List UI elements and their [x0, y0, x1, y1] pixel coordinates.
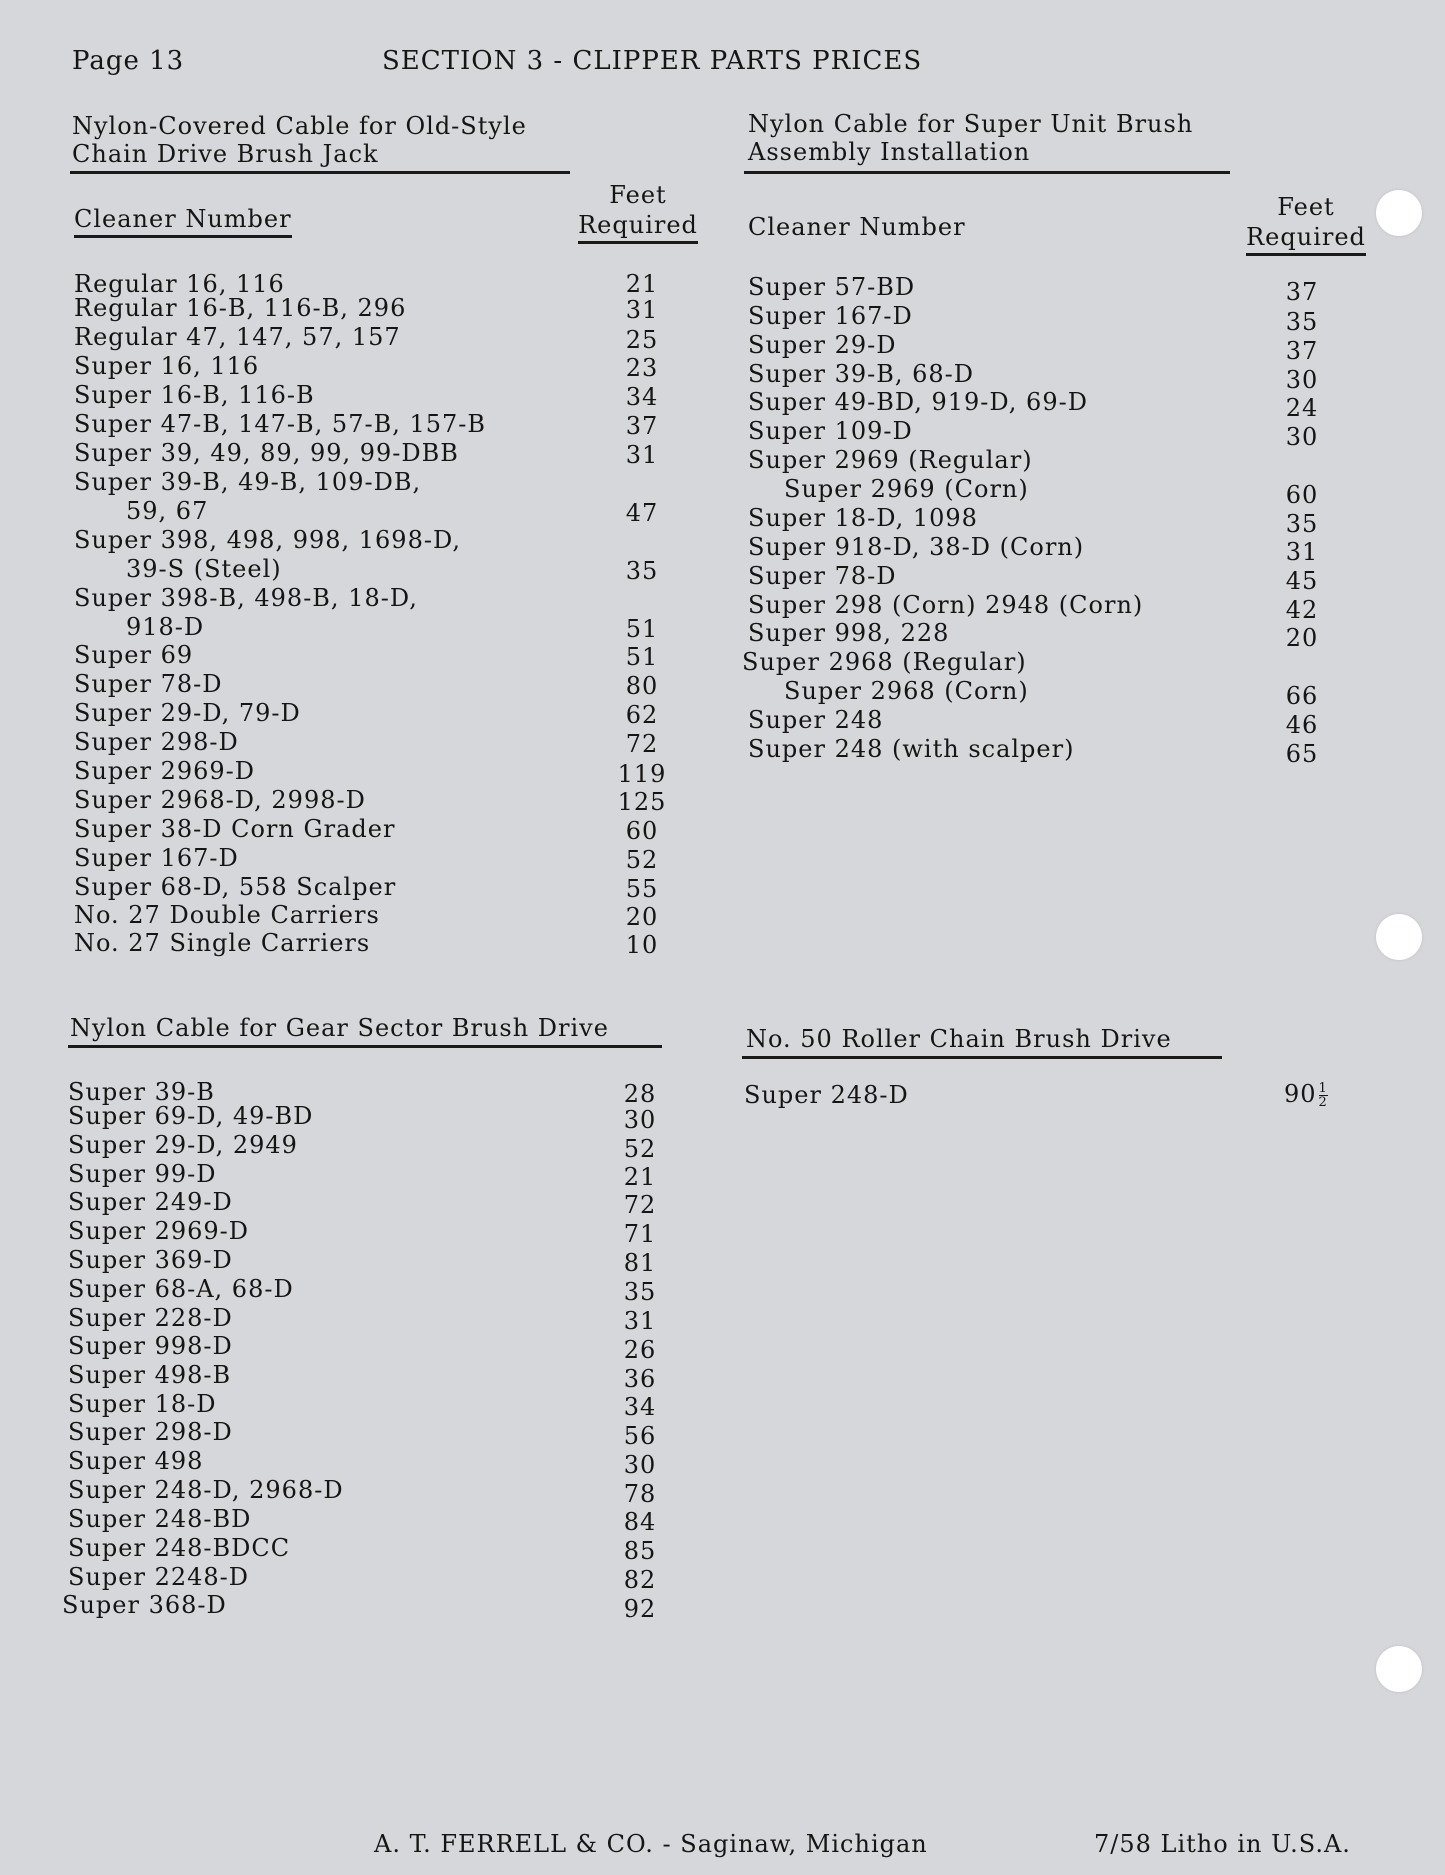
table-row-cleaner: Super 248 (with scalper): [748, 735, 1075, 763]
old-style-title-line2: Chain Drive Brush Jack: [72, 140, 379, 168]
table-row-cleaner: Super 248-BD: [68, 1505, 252, 1533]
table-row-feet: 37: [625, 412, 659, 440]
table-row-cleaner-cont: 918-D: [126, 613, 205, 641]
table-row-cleaner-cont: 39-S (Steel): [126, 555, 282, 583]
table-row-cleaner: Super 2969 (Regular): [748, 446, 1033, 474]
table-row-feet: 52: [623, 1135, 657, 1163]
table-row-feet: 90 $\frac{1}{2}$: [1284, 1080, 1328, 1110]
table-row-feet: 31: [1285, 538, 1319, 566]
super-unit-cleaner-header: Cleaner Number: [748, 213, 966, 241]
binder-hole: [1376, 190, 1422, 236]
table-row-cleaner: Super 398, 498, 998, 1698-D,: [74, 526, 461, 554]
page-number: Page 13: [72, 46, 185, 76]
table-row-feet: 35: [1285, 308, 1319, 336]
table-row-cleaner: Super 498-B: [68, 1361, 232, 1389]
table-row-cleaner: Super 249-D: [68, 1188, 233, 1216]
table-row-cleaner: Super 39, 49, 89, 99, 99-DBB: [74, 439, 459, 467]
section-title: SECTION 3 - CLIPPER PARTS PRICES: [382, 46, 923, 76]
table-row-cleaner: Super 16-B, 116-B: [74, 381, 315, 409]
table-row-cleaner: Super 18-D: [68, 1390, 217, 1418]
table-row-cleaner: Super 2968-D, 2998-D: [74, 786, 366, 814]
table-row-feet: 20: [625, 903, 659, 931]
table-row-feet: 31: [625, 441, 659, 469]
table-row-cleaner: Super 39-B, 49-B, 109-DB,: [74, 468, 422, 496]
table-row-feet: 26: [623, 1336, 657, 1364]
table-row-cleaner: Super 998, 228: [748, 619, 950, 647]
table-row-feet: 35: [623, 1278, 657, 1306]
table-row-cleaner: Super 69-D, 49-BD: [68, 1102, 314, 1130]
table-row-cleaner: Super 2969-D: [68, 1217, 249, 1245]
table-row-feet: 30: [623, 1451, 657, 1479]
table-row-feet: 62: [625, 701, 659, 729]
table-row-cleaner: Super 248: [748, 706, 884, 734]
table-row-feet: 56: [623, 1422, 657, 1450]
table-row-feet: 125: [617, 788, 667, 816]
table-row-cleaner: Super 2969-D: [74, 757, 255, 785]
table-row-cleaner: Super 167-D: [74, 844, 239, 872]
table-row-cleaner: Super 248-D, 2968-D: [68, 1476, 344, 1504]
table-row-cleaner-cont: Super 2969 (Corn): [784, 475, 1029, 503]
table-row-feet: 60: [625, 817, 659, 845]
table-row-feet: 45: [1285, 567, 1319, 595]
table-row-feet: 47: [625, 499, 659, 527]
footer-company: A. T. FERRELL & CO. - Saginaw, Michigan: [374, 1830, 928, 1858]
table-row-cleaner: Super 29-D, 79-D: [74, 699, 301, 727]
table-row-cleaner: Super 29-D, 2949: [68, 1131, 298, 1159]
table-row-feet: 52: [625, 846, 659, 874]
table-row-feet: 65: [1285, 740, 1319, 768]
binder-hole: [1376, 914, 1422, 960]
table-row-feet: 21: [625, 270, 659, 298]
table-row-feet: 35: [1285, 510, 1319, 538]
table-row-feet: 35: [625, 557, 659, 585]
roller-chain-title-rule: [742, 1056, 1222, 1059]
table-row-feet: 84: [623, 1508, 657, 1536]
table-row-feet: 80: [625, 672, 659, 700]
table-row-feet: 34: [623, 1393, 657, 1421]
table-row-feet: 81: [623, 1249, 657, 1277]
table-row-cleaner: Super 16, 116: [74, 352, 260, 380]
table-row-cleaner: Super 18-D, 1098: [748, 504, 978, 532]
table-row-feet: 10: [625, 931, 659, 959]
gear-sector-title: Nylon Cable for Gear Sector Brush Drive: [70, 1014, 609, 1042]
old-style-cleaner-header: Cleaner Number: [74, 204, 292, 234]
table-row-cleaner-cont: 59, 67: [126, 497, 209, 525]
table-row-cleaner: Super 298-D: [74, 728, 239, 756]
table-row-cleaner: Super 78-D: [74, 670, 223, 698]
table-row-cleaner: Super 298-D: [68, 1418, 233, 1446]
table-row-feet: 42: [1285, 596, 1319, 624]
table-row-feet: 119: [617, 760, 667, 788]
table-row-feet: 82: [623, 1566, 657, 1594]
super-unit-title-line1: Nylon Cable for Super Unit Brush: [748, 110, 1194, 138]
table-row-feet: 30: [1285, 423, 1319, 451]
table-row-cleaner: Super 39-B: [68, 1078, 215, 1106]
table-row-cleaner: Super 68-D, 558 Scalper: [74, 873, 397, 901]
table-row-cleaner: Super 2248-D: [68, 1563, 249, 1591]
table-row-cleaner: Super 248-BDCC: [68, 1534, 291, 1562]
table-row-feet: 36: [623, 1365, 657, 1393]
table-row-cleaner: Super 369-D: [68, 1246, 233, 1274]
table-row-cleaner: Super 998-D: [68, 1332, 233, 1360]
table-row-feet: 60: [1285, 481, 1319, 509]
table-row-cleaner: Super 29-D: [748, 331, 897, 359]
table-row-feet: 24: [1285, 394, 1319, 422]
table-row-feet: 34: [625, 383, 659, 411]
table-row-feet: 51: [625, 643, 659, 671]
table-row-cleaner: Super 38-D Corn Grader: [74, 815, 396, 843]
table-row-feet: 23: [625, 354, 659, 382]
table-row-cleaner: Super 368-D: [62, 1591, 227, 1619]
table-row-feet: 55: [625, 875, 659, 903]
table-row-feet: 31: [625, 296, 659, 324]
table-row-cleaner: No. 27 Double Carriers: [74, 901, 380, 929]
table-row-feet: 71: [623, 1220, 657, 1248]
table-row-feet: 72: [623, 1191, 657, 1219]
table-row-feet: 30: [1285, 366, 1319, 394]
table-row-feet: 51: [625, 615, 659, 643]
table-row-feet: 20: [1285, 624, 1319, 652]
old-style-title-rule: [70, 171, 570, 174]
table-row-cleaner: Super 167-D: [748, 302, 913, 330]
footer-litho: 7/58 Litho in U.S.A.: [1094, 1830, 1351, 1858]
table-row-cleaner: Super 39-B, 68-D: [748, 360, 974, 388]
table-row-cleaner: Super 57-BD: [748, 273, 916, 301]
table-row-feet: 21: [623, 1163, 657, 1191]
table-row-cleaner: Super 49-BD, 919-D, 69-D: [748, 388, 1088, 416]
table-row-feet: 92: [623, 1595, 657, 1623]
super-unit-title-rule: [744, 171, 1230, 174]
table-row-cleaner-cont: Super 2968 (Corn): [784, 677, 1029, 705]
table-row-cleaner: Super 2968 (Regular): [742, 648, 1027, 676]
table-row-cleaner: Super 298 (Corn) 2948 (Corn): [748, 591, 1144, 619]
table-row-cleaner: Super 78-D: [748, 562, 897, 590]
table-row-feet: 66: [1285, 682, 1319, 710]
binder-hole: [1376, 1646, 1422, 1692]
table-row-cleaner: Super 47-B, 147-B, 57-B, 157-B: [74, 410, 487, 438]
table-row-cleaner: Super 109-D: [748, 417, 913, 445]
table-row-cleaner: Super 398-B, 498-B, 18-D,: [74, 584, 418, 612]
table-row-cleaner: Super 68-A, 68-D: [68, 1275, 294, 1303]
table-row-cleaner: Super 69: [74, 641, 194, 669]
old-style-feet-header: Feet Required: [572, 180, 704, 240]
super-unit-title-line2: Assembly Installation: [748, 138, 1031, 166]
super-unit-feet-header: Feet Required: [1236, 192, 1376, 252]
roller-chain-title: No. 50 Roller Chain Brush Drive: [746, 1025, 1172, 1053]
table-row-feet: 28: [623, 1080, 657, 1108]
table-row-cleaner: Super 918-D, 38-D (Corn): [748, 533, 1085, 561]
table-row-cleaner: No. 27 Single Carriers: [74, 929, 371, 957]
gear-sector-title-rule: [68, 1045, 662, 1048]
table-row-feet: 25: [625, 326, 659, 354]
table-row-feet: 85: [623, 1537, 657, 1565]
table-row-cleaner: Regular 47, 147, 57, 157: [74, 323, 401, 351]
table-row-cleaner: Super 498: [68, 1447, 204, 1475]
table-row-feet: 30: [623, 1106, 657, 1134]
table-row-feet: 37: [1285, 278, 1319, 306]
table-row-feet: 31: [623, 1307, 657, 1335]
table-row-cleaner: Regular 16, 116: [74, 270, 285, 298]
table-row-cleaner: Super 228-D: [68, 1304, 233, 1332]
table-row-cleaner: Super 99-D: [68, 1160, 217, 1188]
table-row-cleaner: Super 248-D: [744, 1081, 909, 1109]
table-row-feet: 72: [625, 730, 659, 758]
table-row-feet: 78: [623, 1480, 657, 1508]
old-style-title-line1: Nylon-Covered Cable for Old-Style: [72, 112, 527, 140]
table-row-feet: 37: [1285, 337, 1319, 365]
table-row-feet: 46: [1285, 711, 1319, 739]
table-row-cleaner: Regular 16-B, 116-B, 296: [74, 294, 407, 322]
